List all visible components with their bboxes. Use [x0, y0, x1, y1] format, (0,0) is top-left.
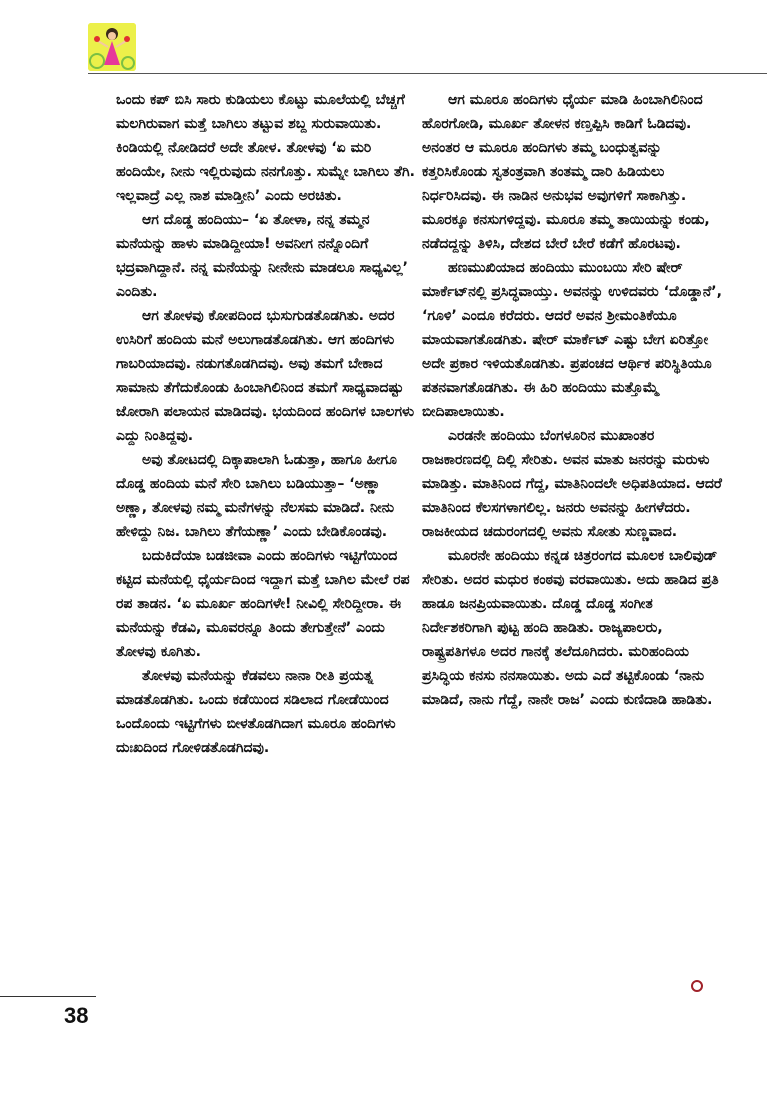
paragraph: ಒಂದು ಕಪ್ ಬಿಸಿ ಸಾರು ಕುಡಿಯಲು ಕೊಟ್ಟು ಮೂಲೆಯಲ್ಲಿ ಬೆಚ್ಚಗೆ ಮಲಗಿರುವಾಗ ಮತ್ತೆ ಬಾಗಿಲು ತಟ್ಟುವ ಶಬ್ದ ಸುರುವಾಯಿತು. ಕಿಂಡಿಯಲ್ಲಿ ನೋಡಿದರೆ ಅದೇ ತೋಳ. ತೋಳವು ‘ಏ ಮರಿ ಹಂದಿಯೇ, ನೀನು ಇಲ್ಲಿರುವುದು ನನಗೊತ್ತು. ಸುಮ್ನೇ ಬಾಗಿಲು ತೆಗಿ. ಇಲ್ಲವಾದ್ರೆ ಎಲ್ಲ ನಾಶ ಮಾಡ್ತೀನಿ’ ಎಂದು ಅರಚಿತು.	[116, 92, 415, 204]
footer-divider	[0, 996, 96, 997]
paragraph: ಬದುಕಿದೆಯಾ ಬಡಜೀವಾ ಎಂದು ಹಂದಿಗಳು ಇಟ್ಟಿಗೆಯಿಂದ ಕಟ್ಟಿದ ಮನೆಯಲ್ಲಿ ಧೈರ್ಯದಿಂದ ಇದ್ದಾಗ ಮತ್ತೆ ಬಾಗಿಲ ಮೇಲೆ ರಪ ರಪ ತಾಡನ. ‘ಏ ಮೂರ್ಖ ಹಂದಿಗಳೇ! ನೀವಿಲ್ಲಿ ಸೇರಿದ್ದೀರಾ. ಈ ಮನೆಯನ್ನು ಕೆಡವಿ, ಮೂವರನ್ನೂ ತಿಂದು ತೇಗುತ್ತೇನೆ’ ಎಂದು ತೋಳವು ಕೂಗಿತು.	[116, 548, 410, 660]
page-number: 38	[64, 1003, 89, 1028]
paragraph: ಆಗ ದೊಡ್ಡ ಹಂದಿಯು– ‘ಏ ತೋಳಾ, ನನ್ನ ತಮ್ಮನ ಮನೆಯನ್ನು ಹಾಳು ಮಾಡಿದ್ದೀಯಾ! ಅವನೀಗ ನನ್ನೊಂದಿಗೆ ಭದ್ರವಾಗಿದ್ದಾನೆ. ನನ್ನ ಮನೆಯನ್ನು ನೀನೇನು ಮಾಡಲೂ ಸಾಧ್ಯವಿಲ್ಲ’ ಎಂದಿತು.	[116, 212, 408, 300]
right-column	[422, 88, 722, 712]
header-divider	[88, 73, 767, 74]
paragraph: ಹಣಮುಖಿಯಾದ ಹಂದಿಯು ಮುಂಬಯಿ ಸೇರಿ ಷೇರ್ ಮಾರ್ಕೆಟ್‌ನಲ್ಲಿ ಪ್ರಸಿದ್ಧವಾಯ್ತು. ಅವನನ್ನು ಉಳಿದವರು ‘ದೊಡ್ಡಾನೆ’, ‘ಗೂಳಿ’ ಎಂದೂ ಕರೆದರು. ಆದರೆ ಅವನ ಶ್ರೀಮಂತಿಕೆಯೂ ಮಾಯವಾಗತೊಡಗಿತು. ಷೇರ್ ಮಾರ್ಕೆಟ್ ಎಷ್ಟು ಬೇಗ ಏರಿತ್ತೋ ಅದೇ ಪ್ರಕಾರ ಇಳಿಯತೊಡಗಿತು. ಪ್ರಪಂಚದ ಆರ್ಥಿಕ ಪರಿಸ್ಥಿತಿಯೂ ಪತನವಾಗತೊಡಗಿತು. ಈ ಹಿರಿ ಹಂದಿಯು ಮತ್ತೊಮ್ಮೆ ಬೀದಿಪಾಲಾಯಿತು.	[422, 260, 722, 420]
story-end-icon	[691, 980, 703, 992]
paragraph: ಮೂರನೇ ಹಂದಿಯು ಕನ್ನಡ ಚಿತ್ರರಂಗದ ಮೂಲಕ ಬಾಲಿವುಡ್ ಸೇರಿತು. ಅದರ ಮಧುರ ಕಂಠವು ವರವಾಯಿತು. ಅದು ಹಾಡಿದ ಪ್ರತಿ ಹಾಡೂ ಜನಪ್ರಿಯವಾಯಿತು. ದೊಡ್ಡ ದೊಡ್ಡ ಸಂಗೀತ ನಿರ್ದೇಶಕರಿಗಾಗಿ ಪುಟ್ಟ ಹಂದಿ ಹಾಡಿತು. ರಾಜ್ಯಪಾಲರು, ರಾಷ್ಟ್ರಪತಿಗಳೂ ಅದರ ಗಾನಕ್ಕೆ ತಲೆದೂಗಿದರು. ಮರಿಹಂದಿಯ ಪ್ರಸಿದ್ಧಿಯ ಕನಸು ನನಸಾಯಿತು. ಅದು ಎದೆ ತಟ್ಟಿಕೊಂಡು ‘ನಾನು ಮಾಡಿದೆ, ನಾನು ಗೆದ್ದೆ, ನಾನೇ ರಾಜ’ ಎಂದು ಕುಣಿದಾಡಿ ಹಾಡಿತು.	[422, 548, 719, 708]
paragraph: ತೋಳವು ಮನೆಯನ್ನು ಕೆಡವಲು ನಾನಾ ರೀತಿ ಪ್ರಯತ್ನ ಮಾಡತೊಡಗಿತು. ಒಂದು ಕಡೆಯಿಂದ ಸಡಿಲಾದ ಗೋಡೆಯಿಂದ ಒಂದೊಂದು ಇಟ್ಟಿಗೆಗಳು ಬೀಳತೊಡಗಿದಾಗ ಮೂರೂ ಹಂದಿಗಳು ದುಃಖದಿಂದ ಗೋಳಿಡತೊಡಗಿದವು.	[116, 668, 396, 756]
paragraph: ಎರಡನೇ ಹಂದಿಯು ಬೆಂಗಳೂರಿನ ಮುಖಾಂತರ ರಾಜಕಾರಣದಲ್ಲಿ ದಿಲ್ಲಿ ಸೇರಿತು. ಅವನ ಮಾತು ಜನರನ್ನು ಮರುಳು ಮಾಡಿತ್ತು. ಮಾತಿನಿಂದ ಗೆದ್ದ, ಮಾತಿನಿಂದಲೇ ಅಧಿಪತಿಯಾದ. ಆದರೆ ಮಾತಿನಿಂದ ಕೆಲಸಗಳಾಗಲಿಲ್ಲ. ಜನರು ಅವನನ್ನು ಹೀಗಳೆದರು. ರಾಜಕೀಯದ ಚದುರಂಗದಲ್ಲಿ ಅವನು ಸೋತು ಸುಣ್ಣವಾದ.	[422, 428, 722, 540]
magazine-logo	[88, 23, 136, 71]
paragraph: ಅವು ತೋಟದಲ್ಲಿ ದಿಕ್ಕಾಪಾಲಾಗಿ ಓಡುತ್ತಾ, ಹಾಗೂ ಹೀಗೂ ದೊಡ್ಡ ಹಂದಿಯ ಮನೆ ಸೇರಿ ಬಾಗಿಲು ಬಡಿಯುತ್ತಾ– ‘ಅಣ್ಣಾ ಅಣ್ಣಾ, ತೋಳವು ನಮ್ಮ ಮನೆಗಳನ್ನು ನೆಲಸಮ ಮಾಡಿದೆ. ನೀನು ಹೇಳಿದ್ದು ನಿಜ. ಬಾಗಿಲು ತೆಗೆಯಣ್ಣಾ’ ಎಂದು ಬೇಡಿಕೊಂಡವು.	[116, 452, 397, 540]
paragraph: ಆಗ ಮೂರೂ ಹಂದಿಗಳು ಧೈರ್ಯ ಮಾಡಿ ಹಿಂಬಾಗಿಲಿನಿಂದ ಹೊರಗೋಡಿ, ಮೂರ್ಖ ತೋಳನ ಕಣ್ತಪ್ಪಿಸಿ ಕಾಡಿಗೆ ಓಡಿದವು. ಅನಂತರ ಆ ಮೂರೂ ಹಂದಿಗಳು ತಮ್ಮ ಬಂಧುತ್ವವನ್ನು ಕತ್ತರಿಸಿಕೊಂಡು ಸ್ವತಂತ್ರವಾಗಿ ತಂತಮ್ಮ ದಾರಿ ಹಿಡಿಯಲು ನಿರ್ಧರಿಸಿದವು. ಈ ನಾಡಿನ ಅನುಭವ ಅವುಗಳಿಗೆ ಸಾಕಾಗಿತ್ತು. ಮೂರಕ್ಕೂ ಕನಸುಗಳಿದ್ದವು. ಮೂರೂ ತಮ್ಮ ತಾಯಿಯನ್ನು ಕಂಡು, ನಡೆದದ್ದನ್ನು ತಿಳಿಸಿ, ದೇಶದ ಬೇರೆ ಬೇರೆ ಕಡೆಗೆ ಹೊರಟವು.	[422, 92, 710, 252]
left-column	[116, 88, 416, 760]
girl-with-flowers-icon	[88, 23, 136, 71]
paragraph: ಆಗ ತೋಳವು ಕೋಪದಿಂದ ಭುಸುಗುಡತೊಡಗಿತು. ಅದರ ಉಸಿರಿಗೆ ಹಂದಿಯ ಮನೆ ಅಲುಗಾಡತೊಡಗಿತು. ಆಗ ಹಂದಿಗಳು ಗಾಬರಿಯಾದವು. ನಡುಗತೊಡಗಿದವು. ಅವು ತಮಗೆ ಬೇಕಾದ ಸಾಮಾನು ತೆಗೆದುಕೊಂಡು ಹಿಂಬಾಗಿಲಿನಿಂದ ತಮಗೆ ಸಾಧ್ಯವಾದಷ್ಟು ಜೋರಾಗಿ ಪಲಾಯನ ಮಾಡಿದವು. ಭಯದಿಂದ ಹಂದಿಗಳ ಬಾಲಗಳು ಎದ್ದು ನಿಂತಿದ್ದವು.	[116, 308, 415, 444]
